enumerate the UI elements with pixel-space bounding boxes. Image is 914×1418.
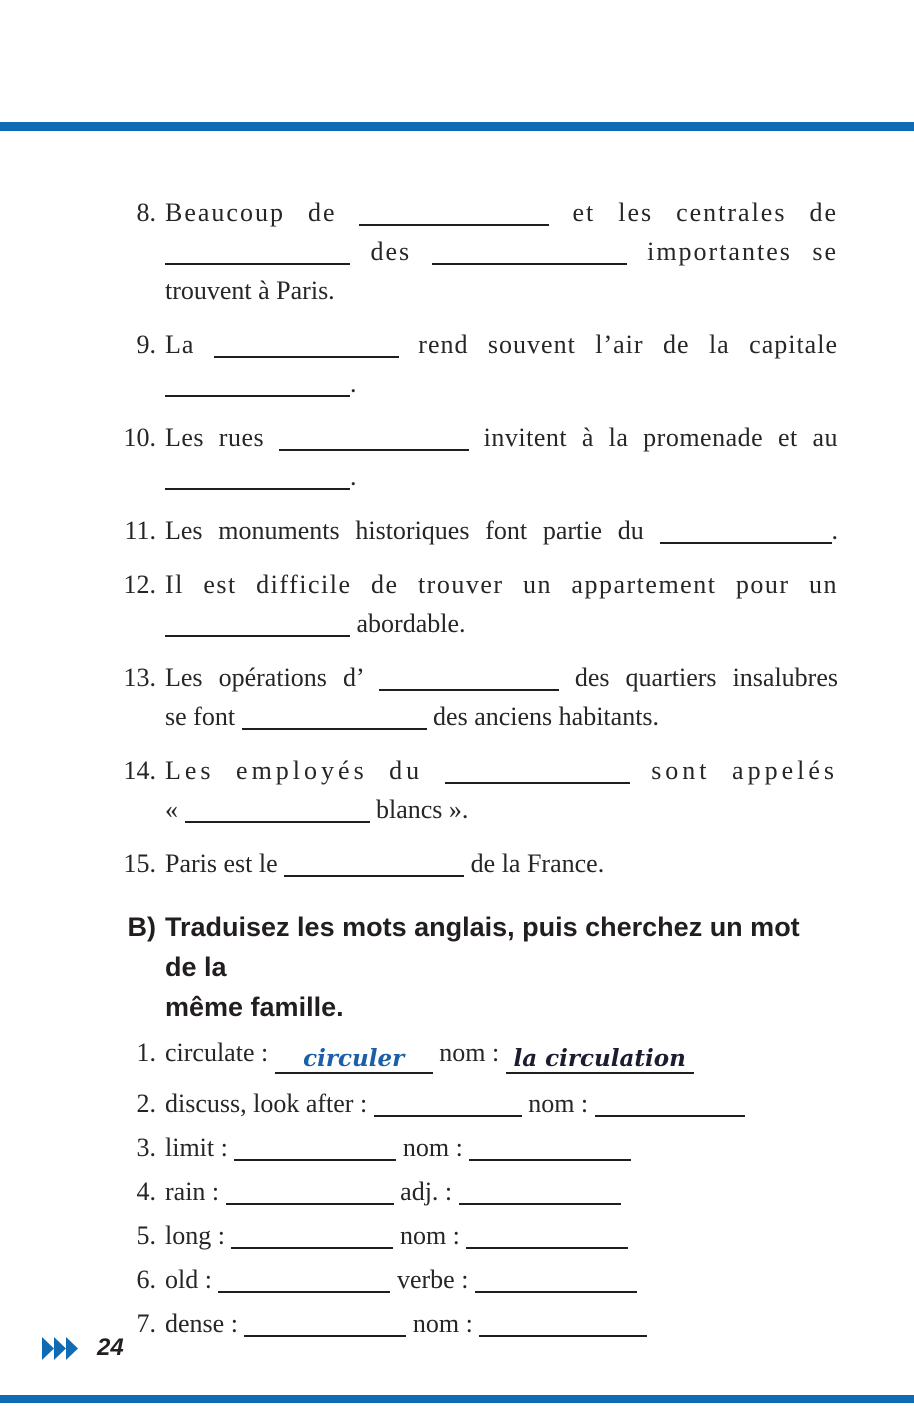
top-rule-bar — [0, 122, 914, 131]
item-text — [165, 193, 838, 310]
item-text: circulate : circuler nom : la circulation — [165, 1039, 838, 1074]
text-line: Les opérations d’ des quartiers insalubres — [165, 663, 838, 692]
exercise-a-list — [112, 193, 838, 883]
text-line: Paris est le de la France. — [165, 849, 605, 878]
exercise-a-item — [112, 751, 838, 829]
heading-line: Traduisez les mots anglais, puis cherchez un mot de la — [165, 912, 800, 982]
item-number: 12. — [123, 570, 156, 599]
exercise-a-item — [112, 193, 838, 310]
exercise-a-item — [112, 325, 838, 403]
exercise-b-item — [112, 1222, 838, 1250]
exercise-b-item — [112, 1178, 838, 1206]
exercise-b-item — [112, 1310, 838, 1338]
fill-in-blank[interactable] — [506, 1044, 694, 1074]
fast-forward-triple-chevron-icon — [42, 1337, 86, 1360]
exercise-b-label: B) — [127, 912, 156, 942]
item-number: 11. — [124, 516, 156, 545]
fill-in-blank[interactable] — [660, 542, 832, 544]
exercise-b-heading — [112, 907, 838, 1027]
item-text: long : nom : — [165, 1222, 838, 1250]
word-class-label: nom : — [393, 1221, 467, 1250]
text-line: Il est difficile de trouver un appartement pour un — [165, 570, 838, 599]
item-number: 6. — [136, 1265, 156, 1294]
item-number: 10. — [123, 423, 156, 452]
fill-in-blank[interactable] — [234, 1159, 396, 1161]
fill-in-blank[interactable] — [379, 689, 559, 691]
item-number: 4. — [136, 1177, 156, 1206]
exercise-b-item — [112, 1266, 838, 1294]
fill-in-blank[interactable] — [432, 263, 627, 265]
item-number: 5. — [136, 1221, 156, 1250]
text-line: trouvent à Paris. — [165, 276, 335, 305]
page-footer — [42, 1334, 124, 1362]
text-line: Les employés du sont appelés — [165, 756, 838, 785]
word-class-label: nom : — [521, 1089, 595, 1118]
item-text — [165, 751, 838, 829]
fill-in-blank[interactable] — [466, 1247, 628, 1249]
text-line: . — [165, 364, 838, 403]
word-class-label: verbe : — [390, 1265, 475, 1294]
item-text — [165, 844, 838, 883]
item-number: 15. — [123, 849, 156, 878]
item-text: old : verbe : — [165, 1266, 838, 1294]
fill-in-blank[interactable] — [218, 1291, 390, 1293]
fill-in-blank[interactable] — [185, 821, 370, 823]
handwritten-answer: la circulation — [513, 1045, 686, 1072]
item-text: dense : nom : — [165, 1310, 838, 1338]
fill-in-blank[interactable] — [459, 1203, 621, 1205]
bottom-rule-bar — [0, 1395, 914, 1403]
text-line: Les rues invitent à la promenade et au — [165, 423, 839, 452]
heading-line: même famille. — [165, 992, 344, 1022]
fill-in-blank[interactable] — [374, 1115, 522, 1117]
exercise-b-list — [112, 1039, 838, 1338]
fill-in-blank[interactable] — [475, 1291, 637, 1293]
item-text — [165, 565, 838, 643]
fill-in-blank[interactable] — [275, 1044, 433, 1074]
exercise-a-item — [112, 565, 838, 643]
exercise-b-item — [112, 1090, 838, 1118]
item-text — [165, 658, 838, 736]
fill-in-blank[interactable] — [165, 395, 350, 397]
item-number: 14. — [123, 756, 156, 785]
text-line: Beaucoup de et les centrales de — [165, 198, 838, 227]
fill-in-blank[interactable] — [359, 224, 549, 226]
text-line: Les monuments historiques font partie du . — [165, 516, 838, 545]
fill-in-blank[interactable] — [445, 782, 630, 784]
exercise-a-item — [112, 658, 838, 736]
exercise-a-item — [112, 844, 838, 883]
item-text: rain : adj. : — [165, 1178, 838, 1206]
fill-in-blank[interactable] — [231, 1247, 393, 1249]
word-class-label: nom : — [432, 1038, 506, 1067]
fill-in-blank[interactable] — [226, 1203, 394, 1205]
text-line: des importantes se — [165, 232, 838, 271]
fill-in-blank[interactable] — [242, 728, 427, 730]
item-text — [165, 325, 838, 403]
fill-in-blank[interactable] — [479, 1335, 647, 1337]
handwritten-answer: circuler — [303, 1045, 405, 1072]
item-number: 7. — [136, 1309, 156, 1338]
text-line: . — [165, 457, 838, 496]
item-number: 2. — [136, 1089, 156, 1118]
word-class-label: nom : — [406, 1309, 480, 1338]
fill-in-blank[interactable] — [284, 875, 464, 877]
text-line: « blancs ». — [165, 795, 469, 824]
exercise-b-item — [112, 1134, 838, 1162]
item-number: 9. — [136, 330, 156, 359]
item-number: 8. — [136, 198, 156, 227]
item-number: 13. — [123, 663, 156, 692]
exercise-a-item — [112, 511, 838, 550]
fill-in-blank[interactable] — [165, 263, 350, 265]
item-text — [165, 511, 838, 550]
item-text: limit : nom : — [165, 1134, 838, 1162]
fill-in-blank[interactable] — [214, 356, 399, 358]
item-text: discuss, look after : nom : — [165, 1090, 838, 1118]
exercise-b-title — [165, 907, 838, 1027]
fill-in-blank[interactable] — [595, 1115, 745, 1117]
exercise-b-item — [112, 1039, 838, 1074]
fill-in-blank[interactable] — [469, 1159, 631, 1161]
fill-in-blank[interactable] — [279, 449, 469, 451]
page-content — [112, 193, 838, 1354]
word-class-label: adj. : — [393, 1177, 459, 1206]
word-class-label: nom : — [396, 1133, 470, 1162]
fill-in-blank[interactable] — [244, 1335, 406, 1337]
fill-in-blank[interactable] — [165, 488, 350, 490]
text-line: se font des anciens habitants. — [165, 702, 660, 731]
page-number: 24 — [97, 1334, 124, 1361]
item-number: 3. — [136, 1133, 156, 1162]
text-line: La rend souvent l’air de la capitale — [165, 330, 838, 359]
fill-in-blank[interactable] — [165, 635, 350, 637]
text-line: abordable. — [165, 604, 838, 643]
exercise-a-item — [112, 418, 838, 496]
item-text — [165, 418, 838, 496]
item-number: 1. — [136, 1038, 156, 1067]
